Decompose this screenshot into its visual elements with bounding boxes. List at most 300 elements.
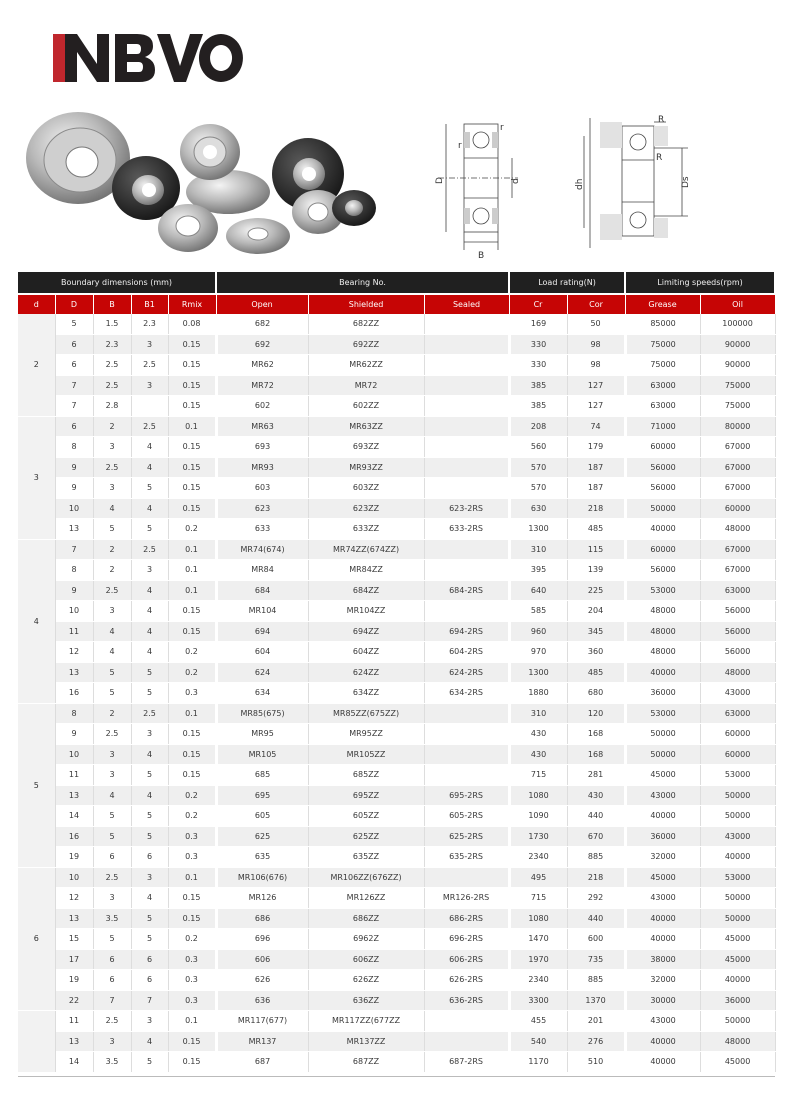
cell-B: 5 <box>93 683 131 704</box>
cell-grease: 43000 <box>625 1011 700 1032</box>
cell-grease: 48000 <box>625 642 700 663</box>
cell-D: 22 <box>55 990 93 1011</box>
cell-B1: 2.5 <box>131 355 168 376</box>
cell-cr: 1880 <box>509 683 567 704</box>
col-cr: Cr <box>509 294 567 314</box>
mounting-dimension-diagram <box>570 108 700 258</box>
cell-oil: 56000 <box>700 601 775 622</box>
cell-D: 16 <box>55 683 93 704</box>
cell-open: 634 <box>216 683 308 704</box>
cell-cor: 276 <box>567 1031 625 1052</box>
cell-open: 603 <box>216 478 308 499</box>
cell-cor: 201 <box>567 1011 625 1032</box>
cell-cor: 127 <box>567 396 625 417</box>
cell-cr: 570 <box>509 457 567 478</box>
cell-rmix: 0.1 <box>168 867 216 888</box>
cell-open: 693 <box>216 437 308 458</box>
cell-B1: 3 <box>131 334 168 355</box>
table-row <box>18 765 775 786</box>
cell-oil: 36000 <box>700 990 775 1011</box>
cell-cr: 1300 <box>509 519 567 540</box>
cell-cr: 585 <box>509 601 567 622</box>
cell-open: 602 <box>216 396 308 417</box>
cell-open: MR137 <box>216 1031 308 1052</box>
cell-oil: 50000 <box>700 908 775 929</box>
cell-open: 682 <box>216 314 308 334</box>
cell-B1: 4 <box>131 580 168 601</box>
cell-rmix: 0.2 <box>168 785 216 806</box>
cell-shielded: 686ZZ <box>308 908 424 929</box>
cell-grease: 53000 <box>625 703 700 724</box>
cell-shielded: 636ZZ <box>308 990 424 1011</box>
cell-cor: 360 <box>567 642 625 663</box>
cell-cor: 139 <box>567 560 625 581</box>
cell-cor: 600 <box>567 929 625 950</box>
cell-D: 5 <box>55 314 93 334</box>
cell-grease: 60000 <box>625 539 700 560</box>
cell-open: 623 <box>216 498 308 519</box>
cell-D: 8 <box>55 437 93 458</box>
cell-cr: 310 <box>509 539 567 560</box>
cell-shielded: MR105ZZ <box>308 744 424 765</box>
cell-B1: 6 <box>131 970 168 991</box>
cell-cr: 495 <box>509 867 567 888</box>
table-row <box>18 662 775 683</box>
table-row <box>18 826 775 847</box>
cell-cor: 885 <box>567 970 625 991</box>
cell-rmix: 0.08 <box>168 314 216 334</box>
table-row <box>18 683 775 704</box>
cell-open: MR117(677) <box>216 1011 308 1032</box>
cell-cor: 281 <box>567 765 625 786</box>
cell-rmix: 0.15 <box>168 724 216 745</box>
cell-oil: 75000 <box>700 396 775 417</box>
cell-shielded: 687ZZ <box>308 1052 424 1073</box>
cell-sealed: 633-2RS <box>424 519 509 540</box>
cell-B: 5 <box>93 826 131 847</box>
cell-B1: 4 <box>131 621 168 642</box>
cell-rmix: 0.15 <box>168 355 216 376</box>
cell-oil: 50000 <box>700 1011 775 1032</box>
cell-rmix: 0.1 <box>168 703 216 724</box>
cell-shielded: 624ZZ <box>308 662 424 683</box>
cell-cr: 385 <box>509 396 567 417</box>
cell-oil: 48000 <box>700 519 775 540</box>
table-row <box>18 642 775 663</box>
cell-sealed <box>424 437 509 458</box>
cell-cr: 395 <box>509 560 567 581</box>
cell-rmix: 0.15 <box>168 1052 216 1073</box>
table-row <box>18 437 775 458</box>
cell-cr: 430 <box>509 724 567 745</box>
cell-rmix: 0.1 <box>168 539 216 560</box>
cell-cor: 218 <box>567 867 625 888</box>
cell-oil: 45000 <box>700 1052 775 1073</box>
table-row <box>18 621 775 642</box>
cell-shielded: 694ZZ <box>308 621 424 642</box>
cell-open: 636 <box>216 990 308 1011</box>
cell-B1: 5 <box>131 908 168 929</box>
cell-B: 2 <box>93 416 131 437</box>
cell-open: 696 <box>216 929 308 950</box>
table-row <box>18 1031 775 1052</box>
cell-shielded: MR117ZZ(677ZZ <box>308 1011 424 1032</box>
cell-sealed <box>424 396 509 417</box>
cell-cor: 179 <box>567 437 625 458</box>
table-body <box>18 314 775 1072</box>
cell-cor: 115 <box>567 539 625 560</box>
cell-sealed <box>424 539 509 560</box>
bore-diameter-cell <box>18 1011 55 1073</box>
cell-B: 2.5 <box>93 580 131 601</box>
cell-cor: 680 <box>567 683 625 704</box>
cell-open: 604 <box>216 642 308 663</box>
cell-oil: 40000 <box>700 847 775 868</box>
cell-rmix: 0.3 <box>168 990 216 1011</box>
label-Ds: Ds <box>681 176 691 188</box>
cell-D: 7 <box>55 396 93 417</box>
cell-sealed: MR126-2RS <box>424 888 509 909</box>
cell-B1: 2.5 <box>131 703 168 724</box>
cell-oil: 75000 <box>700 375 775 396</box>
cell-D: 9 <box>55 457 93 478</box>
cell-sealed: 624-2RS <box>424 662 509 683</box>
cell-B: 2 <box>93 539 131 560</box>
cell-oil: 90000 <box>700 355 775 376</box>
cell-cr: 560 <box>509 437 567 458</box>
cell-rmix: 0.15 <box>168 1031 216 1052</box>
cell-cor: 50 <box>567 314 625 334</box>
cell-B: 6 <box>93 949 131 970</box>
cell-D: 14 <box>55 1052 93 1073</box>
cell-B: 4 <box>93 498 131 519</box>
cell-cor: 735 <box>567 949 625 970</box>
cell-sealed: 625-2RS <box>424 826 509 847</box>
cell-D: 6 <box>55 334 93 355</box>
cell-cr: 430 <box>509 744 567 765</box>
cell-sealed: 696-2RS <box>424 929 509 950</box>
cell-D: 10 <box>55 601 93 622</box>
cell-B1: 5 <box>131 929 168 950</box>
cell-rmix: 0.2 <box>168 929 216 950</box>
cell-open: MR105 <box>216 744 308 765</box>
table-row <box>18 334 775 355</box>
cell-D: 19 <box>55 847 93 868</box>
cell-B: 5 <box>93 519 131 540</box>
cell-shielded: MR106ZZ(676ZZ) <box>308 867 424 888</box>
cell-cor: 430 <box>567 785 625 806</box>
cell-grease: 38000 <box>625 949 700 970</box>
cell-rmix: 0.15 <box>168 457 216 478</box>
cell-D: 17 <box>55 949 93 970</box>
table-row <box>18 929 775 950</box>
cell-B1: 4 <box>131 498 168 519</box>
cell-rmix: 0.15 <box>168 744 216 765</box>
cell-cor: 885 <box>567 847 625 868</box>
cell-B1: 2.5 <box>131 416 168 437</box>
cell-sealed <box>424 1011 509 1032</box>
cell-B: 3 <box>93 1031 131 1052</box>
cell-shielded: MR93ZZ <box>308 457 424 478</box>
cell-cr: 1080 <box>509 908 567 929</box>
cell-D: 11 <box>55 621 93 642</box>
cell-sealed: 634-2RS <box>424 683 509 704</box>
cell-shielded: MR74ZZ(674ZZ) <box>308 539 424 560</box>
cell-open: MR74(674) <box>216 539 308 560</box>
cell-oil: 67000 <box>700 560 775 581</box>
cell-cor: 74 <box>567 416 625 437</box>
cell-cr: 330 <box>509 355 567 376</box>
cell-D: 14 <box>55 806 93 827</box>
cell-B1: 5 <box>131 806 168 827</box>
table-row <box>18 1011 775 1032</box>
cell-grease: 63000 <box>625 375 700 396</box>
cell-oil: 80000 <box>700 416 775 437</box>
cell-B: 3 <box>93 437 131 458</box>
cell-B: 4 <box>93 785 131 806</box>
label-r-mid: r <box>458 141 462 151</box>
cell-cr: 330 <box>509 334 567 355</box>
cell-rmix: 0.2 <box>168 662 216 683</box>
cell-sealed: 686-2RS <box>424 908 509 929</box>
cell-sealed: 694-2RS <box>424 621 509 642</box>
cell-B1: 5 <box>131 765 168 786</box>
table-row <box>18 539 775 560</box>
cell-cr: 1170 <box>509 1052 567 1073</box>
cell-rmix: 0.3 <box>168 970 216 991</box>
cell-B: 2 <box>93 703 131 724</box>
cell-B: 2.5 <box>93 457 131 478</box>
cell-shielded: 6962Z <box>308 929 424 950</box>
cell-B1: 4 <box>131 1031 168 1052</box>
cell-D: 12 <box>55 888 93 909</box>
label-R-top: R <box>658 115 665 125</box>
cell-shielded: 695ZZ <box>308 785 424 806</box>
cell-B: 3 <box>93 888 131 909</box>
cell-B1: 4 <box>131 785 168 806</box>
cell-D: 8 <box>55 703 93 724</box>
cell-B: 2.5 <box>93 867 131 888</box>
cell-open: 684 <box>216 580 308 601</box>
cell-rmix: 0.2 <box>168 519 216 540</box>
cell-rmix: 0.3 <box>168 683 216 704</box>
cell-B1: 2.3 <box>131 314 168 334</box>
cell-B1: 5 <box>131 519 168 540</box>
cell-cr: 1970 <box>509 949 567 970</box>
cell-grease: 50000 <box>625 724 700 745</box>
group-boundary-dimensions: Boundary dimensions (mm) <box>18 272 216 294</box>
cell-cor: 187 <box>567 478 625 499</box>
cell-oil: 56000 <box>700 621 775 642</box>
cell-cr: 970 <box>509 642 567 663</box>
table-row <box>18 396 775 417</box>
table-row <box>18 888 775 909</box>
cell-sealed <box>424 478 509 499</box>
cell-cor: 440 <box>567 806 625 827</box>
table-row <box>18 457 775 478</box>
cell-B: 7 <box>93 990 131 1011</box>
cell-D: 6 <box>55 355 93 376</box>
cell-sealed: 605-2RS <box>424 806 509 827</box>
cell-open: MR95 <box>216 724 308 745</box>
cell-open: MR126 <box>216 888 308 909</box>
bore-diameter-cell: 4 <box>18 539 55 703</box>
cell-grease: 40000 <box>625 519 700 540</box>
cell-shielded: 634ZZ <box>308 683 424 704</box>
cell-D: 7 <box>55 375 93 396</box>
cell-rmix: 0.3 <box>168 847 216 868</box>
table-row <box>18 375 775 396</box>
cell-oil: 48000 <box>700 1031 775 1052</box>
cell-open: 606 <box>216 949 308 970</box>
cell-shielded: MR84ZZ <box>308 560 424 581</box>
cell-open: 625 <box>216 826 308 847</box>
cell-cr: 630 <box>509 498 567 519</box>
cell-shielded: MR63ZZ <box>308 416 424 437</box>
cell-oil: 53000 <box>700 765 775 786</box>
cell-D: 13 <box>55 785 93 806</box>
cell-shielded: MR137ZZ <box>308 1031 424 1052</box>
cell-sealed: 695-2RS <box>424 785 509 806</box>
cell-shielded: 605ZZ <box>308 806 424 827</box>
cell-grease: 40000 <box>625 1031 700 1052</box>
col-rmix: Rmix <box>168 294 216 314</box>
cell-B: 3 <box>93 744 131 765</box>
cell-D: 9 <box>55 724 93 745</box>
cell-D: 15 <box>55 929 93 950</box>
cell-shielded: 635ZZ <box>308 847 424 868</box>
cell-grease: 43000 <box>625 888 700 909</box>
cell-sealed <box>424 601 509 622</box>
bore-diameter-cell: 3 <box>18 416 55 539</box>
cell-D: 19 <box>55 970 93 991</box>
cell-B: 1.5 <box>93 314 131 334</box>
cell-B: 2.5 <box>93 1011 131 1032</box>
cell-B1: 2.5 <box>131 539 168 560</box>
cell-shielded: 625ZZ <box>308 826 424 847</box>
cell-sealed <box>424 457 509 478</box>
cell-open: MR72 <box>216 375 308 396</box>
cell-open: 635 <box>216 847 308 868</box>
cell-rmix: 0.15 <box>168 375 216 396</box>
cell-B1: 6 <box>131 949 168 970</box>
cell-B: 6 <box>93 970 131 991</box>
cell-D: 10 <box>55 498 93 519</box>
cell-shielded: 692ZZ <box>308 334 424 355</box>
cell-rmix: 0.15 <box>168 478 216 499</box>
cell-grease: 50000 <box>625 498 700 519</box>
cell-open: 686 <box>216 908 308 929</box>
cell-B: 2.5 <box>93 375 131 396</box>
cell-cr: 455 <box>509 1011 567 1032</box>
cell-grease: 43000 <box>625 785 700 806</box>
col-D: D <box>55 294 93 314</box>
cell-grease: 71000 <box>625 416 700 437</box>
cell-cr: 1090 <box>509 806 567 827</box>
cell-shielded: MR85ZZ(675ZZ) <box>308 703 424 724</box>
bearing-dimension-diagram <box>428 118 538 268</box>
cell-shielded: 685ZZ <box>308 765 424 786</box>
cell-D: 8 <box>55 560 93 581</box>
cell-shielded: MR104ZZ <box>308 601 424 622</box>
cell-cr: 169 <box>509 314 567 334</box>
label-r-top: r <box>500 123 504 133</box>
cell-grease: 75000 <box>625 355 700 376</box>
table-row <box>18 601 775 622</box>
cell-shielded: MR62ZZ <box>308 355 424 376</box>
cell-B: 3.5 <box>93 908 131 929</box>
cell-sealed <box>424 765 509 786</box>
cell-oil: 43000 <box>700 826 775 847</box>
cell-open: 605 <box>216 806 308 827</box>
cell-oil: 45000 <box>700 949 775 970</box>
table-row <box>18 847 775 868</box>
cell-cor: 225 <box>567 580 625 601</box>
cell-cor: 98 <box>567 355 625 376</box>
cell-grease: 32000 <box>625 847 700 868</box>
table-row <box>18 519 775 540</box>
label-B: B <box>478 251 485 261</box>
cell-sealed: 626-2RS <box>424 970 509 991</box>
table-row <box>18 785 775 806</box>
cell-oil: 50000 <box>700 785 775 806</box>
table-row <box>18 867 775 888</box>
cell-cor: 187 <box>567 457 625 478</box>
cell-rmix: 0.15 <box>168 888 216 909</box>
group-load-rating: Load rating(N) <box>509 272 625 294</box>
cell-B1: 4 <box>131 642 168 663</box>
cell-B1: 3 <box>131 867 168 888</box>
cell-cor: 345 <box>567 621 625 642</box>
cell-sealed <box>424 703 509 724</box>
ball-bearings-photo <box>18 100 380 260</box>
cell-B1: 3 <box>131 1011 168 1032</box>
cell-B1: 3 <box>131 560 168 581</box>
cell-open: MR104 <box>216 601 308 622</box>
cell-B1: 5 <box>131 1052 168 1073</box>
cell-oil: 63000 <box>700 580 775 601</box>
cell-shielded: MR126ZZ <box>308 888 424 909</box>
cell-open: MR106(676) <box>216 867 308 888</box>
cell-oil: 67000 <box>700 437 775 458</box>
bore-diameter-cell: 2 <box>18 314 55 416</box>
table-row <box>18 806 775 827</box>
cell-B1 <box>131 396 168 417</box>
cell-B1: 5 <box>131 478 168 499</box>
cell-grease: 36000 <box>625 826 700 847</box>
table-row <box>18 580 775 601</box>
cell-oil: 67000 <box>700 539 775 560</box>
cell-cr: 1080 <box>509 785 567 806</box>
table-row <box>18 478 775 499</box>
cell-cr: 715 <box>509 765 567 786</box>
cell-open: 685 <box>216 765 308 786</box>
cell-B1: 7 <box>131 990 168 1011</box>
cell-D: 13 <box>55 519 93 540</box>
cell-rmix: 0.15 <box>168 908 216 929</box>
table-row <box>18 703 775 724</box>
cell-open: MR85(675) <box>216 703 308 724</box>
cell-cr: 310 <box>509 703 567 724</box>
table-row <box>18 416 775 437</box>
cell-cor: 1370 <box>567 990 625 1011</box>
cell-B: 3 <box>93 601 131 622</box>
cell-cr: 540 <box>509 1031 567 1052</box>
cell-D: 11 <box>55 1011 93 1032</box>
cell-cor: 127 <box>567 375 625 396</box>
cell-grease: 53000 <box>625 580 700 601</box>
cell-D: 16 <box>55 826 93 847</box>
